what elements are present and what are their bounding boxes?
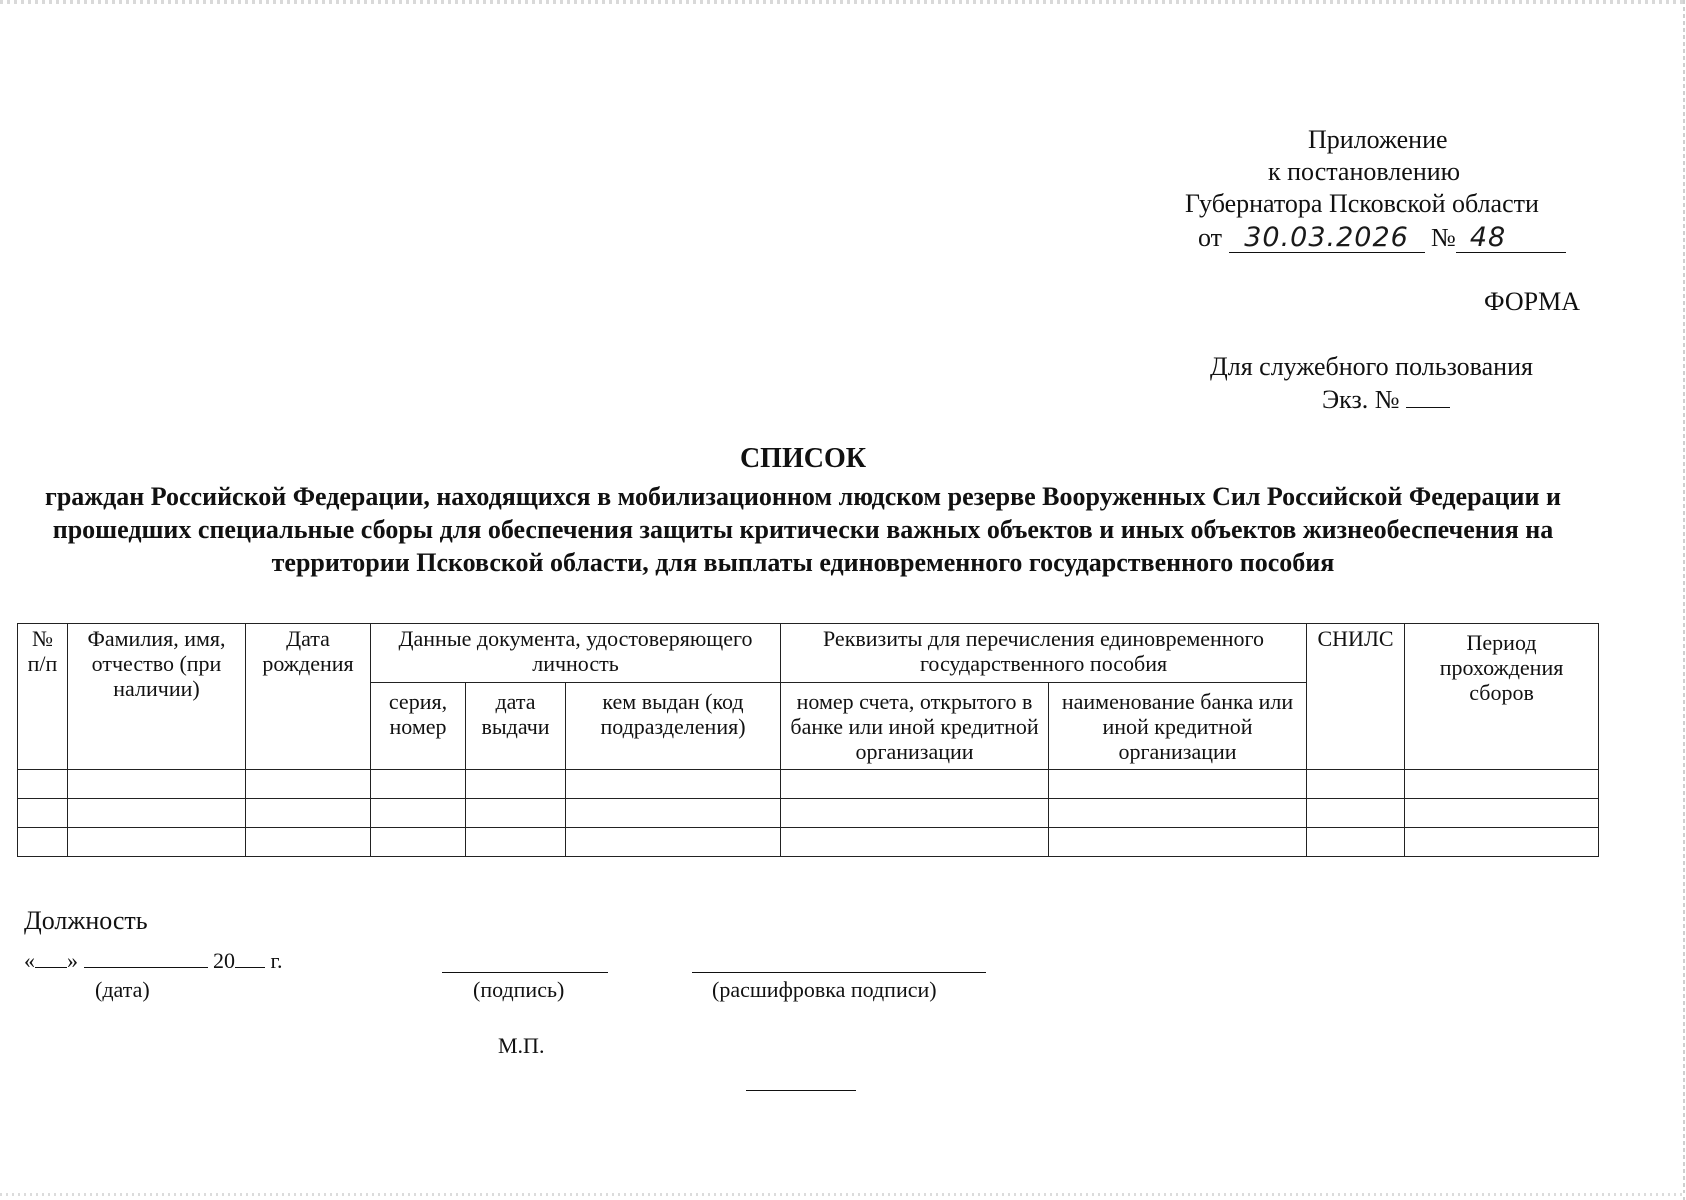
col-snils: СНИЛС xyxy=(1307,624,1405,770)
table-row xyxy=(18,828,1599,857)
col-full-name: Фамилия, имя, отчество (при наличии) xyxy=(68,624,246,770)
table-cell xyxy=(566,828,781,857)
col-bank-account: номер счета, открытого в банке или иной кредитной организации xyxy=(781,683,1049,770)
date-prefix: от xyxy=(1198,223,1223,252)
table-cell xyxy=(1405,770,1599,799)
position-label: Должность xyxy=(24,906,148,935)
decode-caption: (расшифровка подписи) xyxy=(712,977,937,1002)
col-group-bank-details: Реквизиты для перечисления единовременного государственного пособия xyxy=(781,624,1307,683)
col-bank-name: наименование банка или иной кредитной организации xyxy=(1049,683,1307,770)
approval-line-2: к постановлению xyxy=(1268,157,1461,186)
month-blank xyxy=(84,947,208,968)
stamp-place: М.П. xyxy=(498,1033,545,1058)
table-cell xyxy=(371,799,466,828)
col-period: Период прохождения сборов xyxy=(1405,624,1599,770)
year-prefix: 20 xyxy=(213,948,235,973)
table-cell xyxy=(18,770,68,799)
signature-caption: (подпись) xyxy=(473,977,565,1002)
handwritten-number: 48 xyxy=(1456,224,1566,253)
date-caption: (дата) xyxy=(95,977,150,1002)
date-close-quote: » xyxy=(67,948,78,973)
copy-number-label: Экз. № xyxy=(1322,385,1400,414)
year-blank xyxy=(235,947,265,968)
copy-number-row xyxy=(1322,383,1450,416)
approval-date-row xyxy=(1198,222,1566,254)
col-doc-issuer: кем выдан (код подразделения) xyxy=(566,683,781,770)
day-blank xyxy=(35,947,67,968)
table-cell xyxy=(1307,770,1405,799)
decode-line xyxy=(692,948,986,973)
table-cell xyxy=(68,799,246,828)
col-doc-date: дата выдачи xyxy=(466,683,566,770)
table-cell xyxy=(246,799,371,828)
bottom-dash xyxy=(746,1089,856,1091)
scan-edge-right xyxy=(1683,0,1685,1200)
table-cell xyxy=(781,799,1049,828)
table-cell xyxy=(68,828,246,857)
col-birth-date: Дата рождения xyxy=(246,624,371,770)
approval-line-3: Губернатора Псковской области xyxy=(1185,189,1539,218)
table-cell xyxy=(1049,770,1307,799)
table-cell xyxy=(371,828,466,857)
table-cell xyxy=(246,770,371,799)
date-open-quote: « xyxy=(24,948,35,973)
table-cell xyxy=(68,770,246,799)
scan-edge-top xyxy=(0,0,1686,4)
approval-line-1: Приложение xyxy=(1308,125,1448,154)
date-fill-row xyxy=(24,947,283,974)
table-cell xyxy=(466,770,566,799)
table-row xyxy=(18,770,1599,799)
table-cell xyxy=(1049,799,1307,828)
citizens-table xyxy=(17,623,1599,857)
table-cell xyxy=(18,799,68,828)
scan-edge-bottom xyxy=(0,1193,1686,1196)
classification-line: Для служебного пользования xyxy=(1210,352,1533,381)
form-label: ФОРМА xyxy=(1484,287,1580,316)
document-title: СПИСОК xyxy=(739,443,867,474)
col-number: № п/п xyxy=(18,624,68,770)
table-row xyxy=(18,799,1599,828)
table-cell xyxy=(566,770,781,799)
table-cell xyxy=(1307,799,1405,828)
table-cell xyxy=(466,799,566,828)
table-cell xyxy=(1405,828,1599,857)
table-cell xyxy=(1049,828,1307,857)
table-cell xyxy=(566,799,781,828)
col-doc-series: серия, номер xyxy=(371,683,466,770)
copy-number-blank xyxy=(1406,383,1450,408)
table-cell xyxy=(18,828,68,857)
table-cell xyxy=(1307,828,1405,857)
table-cell xyxy=(1405,799,1599,828)
signature-line xyxy=(442,948,608,973)
handwritten-date: 30.03.2026 xyxy=(1229,224,1425,253)
table-cell xyxy=(781,770,1049,799)
table-cell xyxy=(371,770,466,799)
number-sign: № xyxy=(1431,223,1456,252)
year-suffix: г. xyxy=(270,948,283,973)
table-cell xyxy=(466,828,566,857)
document-subtitle: граждан Российской Федерации, находящихся в мобилизационном людском резерве Вооруженных Сил Российской Федерации и прошедших специальные сборы для обеспечения защиты критически важных объектов и иных объектов жизнеобеспечения на территории Псковской области, для выплаты единовременного государственного пособия xyxy=(45,482,1561,577)
table-body xyxy=(18,770,1599,857)
col-group-id-document: Данные документа, удостоверяющего личность xyxy=(371,624,781,683)
table-cell xyxy=(781,828,1049,857)
table-cell xyxy=(246,828,371,857)
